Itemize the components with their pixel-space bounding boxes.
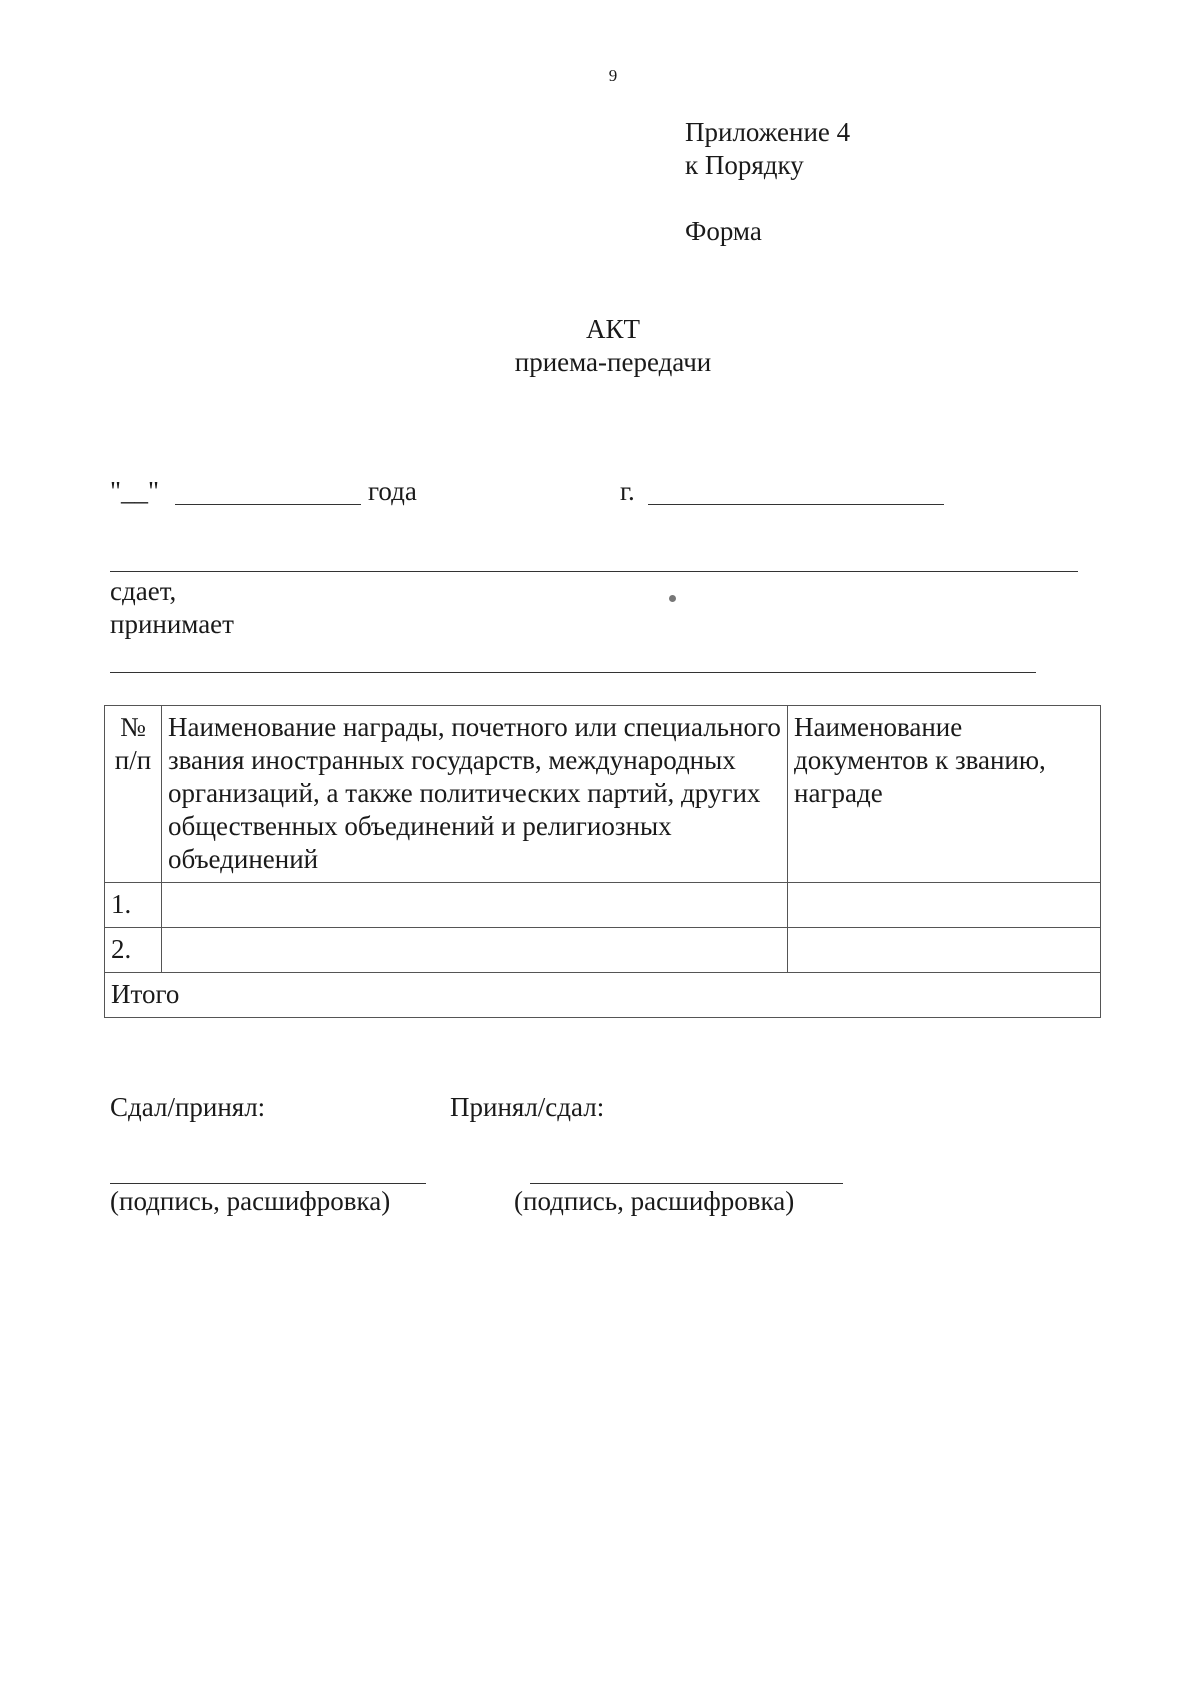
row-number: 1. (105, 883, 162, 928)
row-documents-cell[interactable] (788, 928, 1101, 973)
awards-table (104, 705, 1101, 1018)
title-line-2: приема-передачи (514, 347, 712, 377)
accepts-party-line[interactable] (110, 672, 1036, 673)
header-award: Наименование награды, почетного или специального звания иностранных государств, международных организаций, а также политических партий, других общественных объединений и религиозных объединений (162, 706, 788, 883)
left-signature-caption: (подпись, расшифровка) (110, 1186, 391, 1216)
appendix-reference (685, 116, 850, 182)
gives-party-line[interactable] (110, 571, 1078, 572)
gives-label: сдает, (110, 576, 177, 606)
date-day-field[interactable]: "__" (110, 476, 160, 506)
row-documents-cell[interactable] (788, 883, 1101, 928)
table-header-row (105, 706, 1101, 883)
table-total-row (105, 973, 1101, 1018)
total-label: Итого (105, 973, 1101, 1018)
year-label: года (368, 476, 417, 506)
row-number: 2. (105, 928, 162, 973)
form-label: Форма (685, 216, 762, 246)
scan-dot (669, 595, 676, 602)
right-signature-label: Принял/сдал: (450, 1092, 605, 1122)
right-signature-caption: (подпись, расшифровка) (514, 1186, 795, 1216)
date-month-line[interactable] (175, 504, 361, 505)
right-signature-line[interactable] (530, 1183, 843, 1184)
header-number: № п/п (105, 706, 162, 883)
left-signature-label: Сдал/принял: (110, 1092, 266, 1122)
table-row (105, 883, 1101, 928)
accepts-label: принимает (110, 609, 234, 639)
appendix-line-2: к Порядку (685, 150, 804, 180)
city-line[interactable] (648, 504, 944, 505)
row-award-cell[interactable] (162, 928, 788, 973)
document-title (0, 313, 1200, 379)
page-number: 9 (608, 66, 618, 85)
title-line-1: АКТ (586, 314, 640, 344)
table-row (105, 928, 1101, 973)
left-signature-line[interactable] (110, 1183, 426, 1184)
appendix-line-1: Приложение 4 (685, 117, 851, 147)
row-award-cell[interactable] (162, 883, 788, 928)
header-documents: Наименование документов к званию, награде (788, 706, 1101, 883)
city-label: г. (620, 476, 635, 506)
